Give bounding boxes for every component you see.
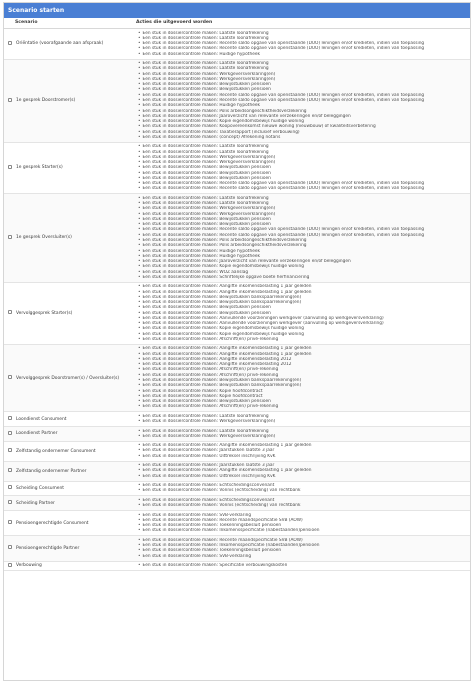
action-item: • Een stuk in dossiercontrole maken: Laatste loonafrekening	[138, 66, 470, 71]
action-item: • Een stuk in dossiercontrole maken: Recente maandspecificatie SVB (AOW)	[138, 518, 470, 523]
action-item: • Een stuk in dossiercontrole maken: Aangifte inkomensbelasting 2012	[138, 357, 470, 362]
row-select-cell	[4, 412, 15, 427]
scenario-name: Zelfstandig ondernemer Consument	[16, 448, 96, 454]
action-item: • Een stuk in dossiercontrole maken: Toekenningsbesluit pensioen	[138, 548, 470, 553]
actions-cell	[136, 561, 470, 570]
action-item: • Een stuk in dossiercontrole maken: Werkgeversverklaring(en)	[138, 206, 470, 211]
action-item: • Een stuk in dossiercontrole maken: Bewijsstukken pensioen	[138, 176, 470, 181]
action-item: • Een stuk in dossiercontrole maken: Aangifte inkomensbelasting 1 jaar geleden	[138, 468, 470, 473]
scenario-name: Zelfstandig ondernemer Partner	[16, 468, 87, 474]
table-row[interactable]	[4, 194, 470, 282]
action-item: • Een stuk in dossiercontrole maken: SVB-verklaring	[138, 513, 470, 518]
table-row[interactable]	[4, 142, 470, 194]
actions-list	[136, 194, 470, 281]
row-select-cell	[4, 344, 15, 411]
actions-list	[136, 442, 470, 461]
action-item: • Een stuk in dossiercontrole maken: Kopie eigendomsbewijs huidige woning	[138, 264, 470, 269]
table-row[interactable]	[4, 59, 470, 142]
row-select-cell	[4, 481, 15, 496]
action-item: • Een stuk in dossiercontrole maken: Jaarstukken laatste 3 jaar	[138, 448, 470, 453]
row-select-cell	[4, 29, 15, 60]
action-item: • Een stuk in dossiercontrole maken: Bewijsstukken pensioen	[138, 171, 470, 176]
action-item: • Een stuk in dossiercontrole maken: Werkgeversverklaring(en)	[138, 419, 470, 424]
table-row[interactable]	[4, 282, 470, 344]
action-item: • Een stuk in dossiercontrole maken: Recente saldo opgave van openstaande (DUO) leningen en/of kredieten, indien van toepassing	[138, 41, 470, 46]
actions-cell	[136, 426, 470, 441]
table-row[interactable]	[4, 29, 470, 60]
actions-list	[136, 462, 470, 481]
action-item: • Een stuk in dossiercontrole maken: Jaaroverzicht van relevante verzekeringen en/of beleggingen	[138, 259, 470, 264]
action-item: • Een stuk in dossiercontrole maken: Recente saldo opgave van openstaande (DUO) leningen en/of kredieten, indien van toepassing	[138, 233, 470, 238]
table-row[interactable]	[4, 481, 470, 496]
actions-list	[136, 562, 470, 570]
actions-list	[136, 536, 470, 560]
actions-list	[136, 412, 470, 426]
action-item: • Een stuk in dossiercontrole maken: Polis arbeidsongeschiktheidsverzekering	[138, 109, 470, 114]
table-row[interactable]	[4, 461, 470, 481]
action-item: • Een stuk in dossiercontrole maken: Echtscheidingsconvenant	[138, 483, 470, 488]
table-row[interactable]	[4, 344, 470, 411]
action-item: • Een stuk in dossiercontrole maken: Polis arbeidsongeschiktheidsverzekering	[138, 243, 470, 248]
action-item: • Een stuk in dossiercontrole maken: Laatste loonafrekening	[138, 31, 470, 36]
action-item: • Een stuk in dossiercontrole maken: Bewijsstukken pensioen	[138, 82, 470, 87]
action-item: • Een stuk in dossiercontrole maken: Werkgeversverklaring(en)	[138, 77, 470, 82]
table-header	[4, 18, 470, 29]
actions-list	[136, 345, 470, 411]
row-checkbox[interactable]	[8, 165, 12, 169]
action-item: • Een stuk in dossiercontrole maken: Aanvullende voorzieningen werkgever (aanvulling op werkgeversverklaring)	[138, 321, 470, 326]
row-select-cell	[4, 282, 15, 344]
action-item: • Een stuk in dossiercontrole maken: Werkgeversverklaring(en)	[138, 155, 470, 160]
action-item: • Een stuk in dossiercontrole maken: Huidige hypotheek	[138, 103, 470, 108]
action-item: • Een stuk in dossiercontrole maken: Jaarstukken laatste 3 jaar	[138, 463, 470, 468]
row-checkbox[interactable]	[8, 310, 12, 314]
action-item: • Een stuk in dossiercontrole maken: Afschrift(en) privé-rekening	[138, 373, 470, 378]
action-item: • Een stuk in dossiercontrole maken: Bewijsstukken bankspaarrekening(en)	[138, 300, 470, 305]
row-checkbox[interactable]	[8, 235, 12, 239]
row-checkbox[interactable]	[8, 375, 12, 379]
action-item: • Een stuk in dossiercontrole maken: Laatste loonafrekening	[138, 201, 470, 206]
row-select-cell	[4, 511, 15, 536]
action-item: • Een stuk in dossiercontrole maken: Bewijsstukken pensioen	[138, 311, 470, 316]
row-select-cell	[4, 496, 15, 511]
action-item: • Een stuk in dossiercontrole maken: Recente saldo opgave van openstaande (DUO) leningen en/of kredieten, indien van toepassing	[138, 181, 470, 186]
actions-list	[136, 427, 470, 441]
action-item: • Een stuk in dossiercontrole maken: Werkgeversverklaring(en)	[138, 434, 470, 439]
action-item: • Een stuk in dossiercontrole maken: Bewijsstukken pensioen	[138, 305, 470, 310]
actions-list	[136, 143, 470, 194]
row-checkbox[interactable]	[8, 563, 12, 567]
actions-cell	[136, 194, 470, 282]
action-item: • Een stuk in dossiercontrole maken: Recente saldo opgave van openstaande (DUO) leningen en/of kredieten, indien van toepassing	[138, 98, 470, 103]
action-item: • Een stuk in dossiercontrole maken: Echtscheidingsconvenant	[138, 498, 470, 503]
action-item: • Een stuk in dossiercontrole maken: Jaaroverzicht van relevante verzekeringen en/of beleggingen	[138, 114, 470, 119]
row-checkbox[interactable]	[8, 416, 12, 420]
scenario-name: Scheiding Partner	[16, 500, 55, 506]
action-item: • Een stuk in dossiercontrole maken: Polis arbeidsongeschiktheidsverzekering	[138, 238, 470, 243]
action-item: • Een stuk in dossiercontrole maken: Laatste loonafrekening	[138, 150, 470, 155]
action-item: • Een stuk in dossiercontrole maken: SVB-verklaring	[138, 554, 470, 559]
action-item: • Een stuk in dossiercontrole maken: Huidige hypotheek	[138, 254, 470, 259]
action-item: • Een stuk in dossiercontrole maken: Aangifte inkomensbelasting 1 jaar geleden	[138, 284, 470, 289]
table-row[interactable]	[4, 426, 470, 441]
action-item: • Een stuk in dossiercontrole maken: Bewijsstukken pensioen	[138, 217, 470, 222]
row-select-cell	[4, 426, 15, 441]
scenario-name: Pensioengerechtigde Consument	[16, 520, 89, 526]
action-item: • Een stuk in dossiercontrole maken: Recente saldo opgave van openstaande (DUO) leningen en/of kredieten, indien van toepassing	[138, 227, 470, 232]
scenario-name: 1e gesprek Starter(s)	[16, 165, 63, 171]
scenario-name: Loondienst Partner	[16, 431, 58, 437]
row-select-cell	[4, 59, 15, 142]
actions-list	[136, 60, 470, 142]
action-item: • Een stuk in dossiercontrole maken: Schriftelijke opgave boete herfinanciering	[138, 275, 470, 280]
action-item: • Een stuk in dossiercontrole maken: Inkomensspecificatie (nabestaanden)pensioen	[138, 543, 470, 548]
action-item: • Een stuk in dossiercontrole maken: Huidige hypotheek	[138, 249, 470, 254]
action-item: • Een stuk in dossiercontrole maken: Koopovereenkomst nieuwe woning (nieuwbouw) of kwaliteitsverbetering	[138, 124, 470, 129]
actions-cell	[136, 282, 470, 344]
scenario-name: 1e gesprek Oversluiter(s)	[16, 235, 72, 241]
scenario-name: Vervolggesprek Doorstromer(s) / Oversluiter(s)	[16, 375, 120, 381]
action-item: • Een stuk in dossiercontrole maken: Laatste loonafrekening	[138, 429, 470, 434]
action-item: • Een stuk in dossiercontrole maken: Vonnis (echtscheiding) van rechtbank	[138, 503, 470, 508]
row-select-cell	[4, 536, 15, 561]
scenario-name: Oriëntatie (voorafgaande aan afspraak)	[16, 41, 104, 47]
action-item: • Een stuk in dossiercontrole maken: Kopie eigendomsbewijs huidige woning	[138, 119, 470, 124]
actions-list	[136, 482, 470, 496]
scenario-name: 1e gesprek Doorstromer(s)	[16, 98, 76, 104]
row-checkbox[interactable]	[8, 468, 12, 472]
row-select-cell	[4, 194, 15, 282]
row-select-cell	[4, 441, 15, 461]
action-item: • Een stuk in dossiercontrole maken: Laatste loonafrekening	[138, 196, 470, 201]
row-checkbox[interactable]	[8, 545, 12, 549]
action-item: • Een stuk in dossiercontrole maken: Aangifte inkomensbelasting 2012	[138, 362, 470, 367]
action-item: • Een stuk in dossiercontrole maken: Recente saldo opgave van openstaande (DUO) leningen en/of kredieten, indien van toepassing	[138, 93, 470, 98]
scenario-table	[4, 18, 470, 571]
table-body	[4, 29, 470, 571]
row-checkbox[interactable]	[8, 98, 12, 102]
action-item: • Een stuk in dossiercontrole maken: Taxatierapport (inclusief verbouwing)	[138, 130, 470, 135]
actions-cell	[136, 344, 470, 411]
row-checkbox[interactable]	[8, 500, 12, 504]
action-item: • Een stuk in dossiercontrole maken: Bewijsstukken bankspaarrekening(en)	[138, 295, 470, 300]
scenario-name: Pensioengerechtigde Partner	[16, 545, 80, 551]
scenario-panel	[3, 2, 471, 681]
actions-cell	[136, 481, 470, 496]
action-item: • Een stuk in dossiercontrole maken: Bewijsstukken pensioen	[138, 399, 470, 404]
action-item: • Een stuk in dossiercontrole maken: Laatste loonafrekening	[138, 414, 470, 419]
table-row[interactable]	[4, 561, 470, 570]
action-item: • Een stuk in dossiercontrole maken: WOZ aanslag	[138, 270, 470, 275]
action-item: • Een stuk in dossiercontrole maken: Vonnis (echtscheiding) van rechtbank	[138, 488, 470, 493]
scenario-name: Loondienst Consument	[16, 416, 67, 422]
row-select-cell	[4, 561, 15, 570]
actions-cell	[136, 461, 470, 481]
table-row[interactable]	[4, 511, 470, 536]
action-item: • Een stuk in dossiercontrole maken: Toekenningsbesluit pensioen	[138, 523, 470, 528]
action-item: • Een stuk in dossiercontrole maken: Bewijsstukken bankspaarrekening(en)	[138, 378, 470, 383]
action-item: • Een stuk in dossiercontrole maken: Huidige hypotheek	[138, 52, 470, 57]
scenario-name: Verbouwing	[16, 563, 42, 569]
action-item: • Een stuk in dossiercontrole maken: Laatste loonafrekening	[138, 144, 470, 149]
scenario-column-header: Scenario	[15, 18, 136, 29]
action-item: • Een stuk in dossiercontrole maken: Aangifte inkomensbelasting 1 jaar geleden	[138, 290, 470, 295]
row-checkbox[interactable]	[8, 41, 12, 45]
action-item: • Een stuk in dossiercontrole maken: (concept) Afrekening notaris	[138, 135, 470, 140]
actions-cell	[136, 59, 470, 142]
actions-cell	[136, 412, 470, 427]
action-item: • Een stuk in dossiercontrole maken: Kopie hoofdcontract	[138, 394, 470, 399]
action-item: • Een stuk in dossiercontrole maken: Afschrift(en) privé-rekening	[138, 337, 470, 342]
action-item: • Een stuk in dossiercontrole maken: Kopie eigendomsbewijs huidige woning	[138, 326, 470, 331]
actions-cell	[136, 496, 470, 511]
actions-cell	[136, 536, 470, 561]
action-item: • Een stuk in dossiercontrole maken: Bewijsstukken pensioen	[138, 222, 470, 227]
row-select-cell	[4, 461, 15, 481]
row-checkbox[interactable]	[8, 520, 12, 524]
action-item: • Een stuk in dossiercontrole maken: Recente maandspecificatie SVB (AOW)	[138, 538, 470, 543]
action-item: • Een stuk in dossiercontrole maken: Uittreksel inschrijving KvK	[138, 454, 470, 459]
select-column-header	[4, 18, 15, 29]
table-row[interactable]	[4, 441, 470, 461]
panel-title: Scenario starten	[4, 3, 470, 18]
row-checkbox[interactable]	[8, 448, 12, 452]
action-item: • Een stuk in dossiercontrole maken: Laatste loonafrekening	[138, 36, 470, 41]
scenario-name: Vervolggesprek Starter(s)	[16, 310, 73, 316]
actions-list	[136, 283, 470, 344]
actions-list	[136, 496, 470, 510]
action-item: • Een stuk in dossiercontrole maken: Werkgeversverklaring(en)	[138, 212, 470, 217]
action-item: • Een stuk in dossiercontrole maken: Aangifte inkomensbelasting 1 jaar geleden	[138, 352, 470, 357]
table-row[interactable]	[4, 412, 470, 427]
action-item: • Een stuk in dossiercontrole maken: Specificatie verbouwingskosten	[138, 563, 470, 568]
action-item: • Een stuk in dossiercontrole maken: Uittreksel inschrijving KvK	[138, 474, 470, 479]
row-checkbox[interactable]	[8, 431, 12, 435]
action-item: • Een stuk in dossiercontrole maken: Werkgeversverklaring(en)	[138, 160, 470, 165]
actions-column-header: Acties die uitgevoerd worden	[136, 18, 470, 29]
row-checkbox[interactable]	[8, 485, 12, 489]
scenario-name: Scheiding Consument	[16, 485, 64, 491]
action-item: • Een stuk in dossiercontrole maken: Laatste loonafrekening	[138, 61, 470, 66]
action-item: • Een stuk in dossiercontrole maken: Inkomensspecificatie (nabestaanden)pensioen	[138, 528, 470, 533]
action-item: • Een stuk in dossiercontrole maken: Afschrift(en) privé-rekening	[138, 367, 470, 372]
action-item: • Een stuk in dossiercontrole maken: Werkgeversverklaring(en)	[138, 72, 470, 77]
actions-cell	[136, 142, 470, 194]
action-item: • Een stuk in dossiercontrole maken: Bewijsstukken bankspaarrekening(en)	[138, 383, 470, 388]
action-item: • Een stuk in dossiercontrole maken: Kopie eigendomsbewijs huidige woning	[138, 332, 470, 337]
action-item: • Een stuk in dossiercontrole maken: Afschrift(en) privé-rekening	[138, 404, 470, 409]
table-row[interactable]	[4, 536, 470, 561]
action-item: • Een stuk in dossiercontrole maken: Bewijsstukken pensioen	[138, 87, 470, 92]
action-item: • Een stuk in dossiercontrole maken: Bewijsstukken pensioen	[138, 165, 470, 170]
action-item: • Een stuk in dossiercontrole maken: Recente saldo opgave van openstaande (DUO) leningen en/of kredieten, indien van toepassing	[138, 186, 470, 191]
action-item: • Een stuk in dossiercontrole maken: Aangifte inkomensbelasting 1 jaar geleden	[138, 346, 470, 351]
actions-cell	[136, 441, 470, 461]
actions-cell	[136, 29, 470, 60]
actions-cell	[136, 511, 470, 536]
action-item: • Een stuk in dossiercontrole maken: Kopie hoofdcontract	[138, 389, 470, 394]
actions-list	[136, 29, 470, 59]
row-select-cell	[4, 142, 15, 194]
table-row[interactable]	[4, 496, 470, 511]
action-item: • Een stuk in dossiercontrole maken: Aanvullende voorzieningen werkgever (aanvulling op werkgeversverklaring)	[138, 316, 470, 321]
action-item: • Een stuk in dossiercontrole maken: Aangifte inkomensbelasting 1 jaar geleden	[138, 443, 470, 448]
action-item: • Een stuk in dossiercontrole maken: Recente saldo opgave van openstaande (DUO) leningen en/of kredieten, indien van toepassing	[138, 46, 470, 51]
actions-list	[136, 511, 470, 535]
